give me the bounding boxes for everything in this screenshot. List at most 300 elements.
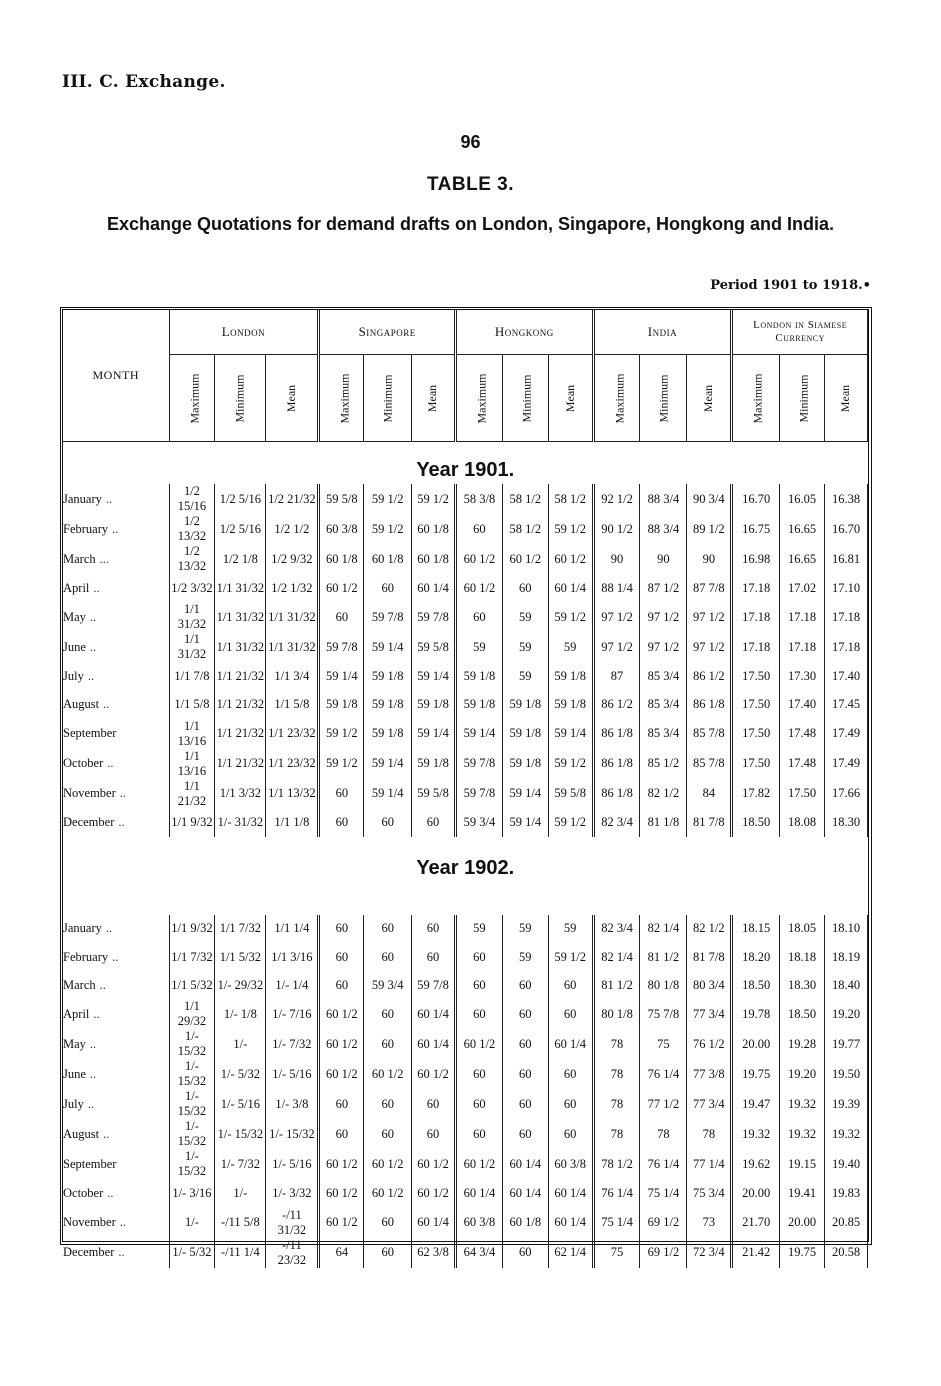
value-cell: 18.08 xyxy=(780,809,825,837)
month-cell xyxy=(63,1238,169,1268)
value-cell: 60 1/4 xyxy=(412,1208,456,1238)
value-cell: 60 1/4 xyxy=(548,1179,593,1207)
leader-dots: .. xyxy=(89,1066,97,1081)
value-cell: 60 3/8 xyxy=(455,1208,502,1238)
value-cell: 1/- 15/32 xyxy=(169,1119,215,1149)
value-cell: 19.83 xyxy=(825,1179,868,1207)
value-cell: 90 3/4 xyxy=(687,484,732,514)
value-cell: 77 3/4 xyxy=(687,1089,732,1119)
table-row xyxy=(63,943,868,971)
sub-header-mean xyxy=(266,355,319,442)
month-label: March xyxy=(63,551,96,566)
value-cell: 75 xyxy=(593,1238,640,1268)
value-cell: 1/- 5/16 xyxy=(266,1059,319,1089)
value-cell: 1/1 31/32 xyxy=(215,574,266,602)
value-cell: 86 1/2 xyxy=(687,662,732,690)
month-label: December xyxy=(63,1245,115,1259)
month-label: October xyxy=(63,1185,104,1200)
value-cell: 86 1/8 xyxy=(593,719,640,749)
value-cell: 76 1/2 xyxy=(687,1029,732,1059)
group-header-india: India xyxy=(593,310,732,355)
value-cell: 1/2 5/16 xyxy=(215,514,266,544)
value-cell: 60 xyxy=(455,999,502,1029)
value-cell: 1/1 5/32 xyxy=(169,971,215,999)
value-cell: 60 xyxy=(548,999,593,1029)
value-cell: 60 xyxy=(455,1089,502,1119)
value-cell: 60 1/2 xyxy=(319,1208,364,1238)
value-cell: 1/1 1/4 xyxy=(266,915,319,943)
year-heading-row xyxy=(63,837,868,901)
month-label: April xyxy=(63,1006,90,1021)
value-cell: 16.81 xyxy=(825,544,868,574)
value-cell: 19.20 xyxy=(825,999,868,1029)
month-label: June xyxy=(63,1066,86,1081)
value-cell: 17.18 xyxy=(825,632,868,662)
value-cell: 1/- xyxy=(215,1179,266,1207)
month-label: May xyxy=(63,609,86,624)
value-cell: 60 xyxy=(548,1119,593,1149)
value-cell: 60 xyxy=(455,971,502,999)
value-cell: 19.32 xyxy=(780,1119,825,1149)
value-cell: 16.70 xyxy=(825,514,868,544)
value-cell: 59 7/8 xyxy=(455,749,502,779)
value-cell: 85 7/8 xyxy=(687,749,732,779)
value-cell: 59 7/8 xyxy=(319,632,364,662)
value-cell: 60 xyxy=(548,1089,593,1119)
value-cell: 90 xyxy=(640,544,687,574)
value-cell: 60 1/2 xyxy=(319,574,364,602)
month-label: August xyxy=(63,1126,100,1141)
value-cell: 60 xyxy=(455,943,502,971)
value-cell: 17.82 xyxy=(732,779,780,809)
value-cell: 1/- 29/32 xyxy=(215,971,266,999)
table-row xyxy=(63,574,868,602)
month-cell xyxy=(63,662,169,690)
sub-header-mean xyxy=(548,355,593,442)
value-cell: 17.18 xyxy=(732,574,780,602)
value-cell: 60 1/8 xyxy=(502,1208,548,1238)
month-label: April xyxy=(63,580,90,595)
value-cell: 1/- xyxy=(169,1208,215,1238)
value-cell: 1/1 3/32 xyxy=(215,779,266,809)
section-heading: III. C. Exchange. xyxy=(62,72,226,92)
value-cell: 1/1 5/8 xyxy=(169,690,215,718)
value-cell: 1/- 15/32 xyxy=(169,1149,215,1179)
value-cell: 59 1/4 xyxy=(364,632,412,662)
value-cell: 59 1/8 xyxy=(548,662,593,690)
value-cell: 1/2 9/32 xyxy=(266,544,319,574)
value-cell: 60 1/4 xyxy=(412,999,456,1029)
value-cell: 19.32 xyxy=(780,1089,825,1119)
value-cell: 19.32 xyxy=(825,1119,868,1149)
value-cell: 17.02 xyxy=(780,574,825,602)
table-row xyxy=(63,809,868,837)
value-cell: 18.50 xyxy=(732,809,780,837)
value-cell: 59 xyxy=(502,943,548,971)
month-cell xyxy=(63,1089,169,1119)
value-cell: 60 xyxy=(364,943,412,971)
leader-dots: .. xyxy=(112,521,119,536)
value-cell: 59 1/4 xyxy=(319,662,364,690)
value-cell: 81 7/8 xyxy=(687,809,732,837)
value-cell: 1/2 13/32 xyxy=(169,514,215,544)
value-cell: 81 1/8 xyxy=(640,809,687,837)
value-cell: 90 1/2 xyxy=(593,514,640,544)
sub-header-mean xyxy=(687,355,732,442)
sub-header-label: Minimum xyxy=(380,374,395,423)
value-cell: 17.48 xyxy=(780,749,825,779)
month-label: January xyxy=(63,491,102,506)
table-row xyxy=(63,632,868,662)
value-cell: 60 xyxy=(455,514,502,544)
leader-dots: .. xyxy=(89,639,97,654)
value-cell: 59 1/2 xyxy=(548,943,593,971)
leader-dots: .. xyxy=(99,977,106,992)
value-cell: 16.70 xyxy=(732,484,780,514)
sub-header-label: Minimum xyxy=(519,374,534,423)
value-cell: 60 1/2 xyxy=(412,1179,456,1207)
exchange-table xyxy=(63,310,868,1268)
value-cell: 85 7/8 xyxy=(687,719,732,749)
value-cell: 19.28 xyxy=(780,1029,825,1059)
table-row xyxy=(63,1089,868,1119)
value-cell: 60 1/4 xyxy=(502,1179,548,1207)
month-label: July xyxy=(63,1096,84,1111)
value-cell: 1/1 3/16 xyxy=(266,943,319,971)
value-cell: 76 1/4 xyxy=(640,1059,687,1089)
value-cell: 18.40 xyxy=(825,971,868,999)
value-cell: 17.40 xyxy=(780,690,825,718)
value-cell: 60 xyxy=(502,1119,548,1149)
table-row xyxy=(63,719,868,749)
value-cell: 17.50 xyxy=(780,779,825,809)
value-cell: 59 1/2 xyxy=(412,484,456,514)
sub-header-minimum xyxy=(215,355,266,442)
leader-dots: .. xyxy=(87,668,95,683)
value-cell: 1/- 15/32 xyxy=(266,1119,319,1149)
value-cell: 16.38 xyxy=(825,484,868,514)
table-row xyxy=(63,662,868,690)
value-cell: 60 1/2 xyxy=(412,1059,456,1089)
value-cell: 1/1 7/8 xyxy=(169,662,215,690)
value-cell: 60 1/4 xyxy=(455,1179,502,1207)
value-cell: 60 xyxy=(319,915,364,943)
value-cell: 81 1/2 xyxy=(640,943,687,971)
value-cell: 1/- 1/8 xyxy=(215,999,266,1029)
value-cell: 80 3/4 xyxy=(687,971,732,999)
month-label: August xyxy=(63,696,100,711)
value-cell: 59 1/4 xyxy=(364,779,412,809)
value-cell: 17.49 xyxy=(825,719,868,749)
value-cell: 60 xyxy=(412,915,456,943)
value-cell: 1/- 15/32 xyxy=(169,1029,215,1059)
value-cell: 78 xyxy=(687,1119,732,1149)
value-cell: 78 xyxy=(593,1029,640,1059)
value-cell: 20.58 xyxy=(825,1238,868,1268)
value-cell: 60 1/4 xyxy=(548,1029,593,1059)
leader-dots: .. xyxy=(118,815,125,830)
leader-dots: .. xyxy=(118,1245,125,1259)
leader-dots: .. xyxy=(93,580,100,595)
value-cell: 97 1/2 xyxy=(593,632,640,662)
value-cell: 60 1/2 xyxy=(364,1179,412,1207)
period-label: Period 1901 to 1918.• xyxy=(710,278,871,293)
value-cell: 87 1/2 xyxy=(640,574,687,602)
value-cell: 1/1 9/32 xyxy=(169,915,215,943)
value-cell: 60 1/8 xyxy=(412,514,456,544)
value-cell: 20.00 xyxy=(732,1179,780,1207)
value-cell: 59 1/8 xyxy=(364,690,412,718)
value-cell: 17.18 xyxy=(780,632,825,662)
value-cell: 60 xyxy=(502,574,548,602)
value-cell: 60 1/2 xyxy=(455,1029,502,1059)
value-cell: 59 xyxy=(502,632,548,662)
value-cell: -/11 1/4 xyxy=(215,1238,266,1268)
value-cell: 1/1 5/32 xyxy=(215,943,266,971)
value-cell: 59 7/8 xyxy=(412,971,456,999)
value-cell: 58 3/8 xyxy=(455,484,502,514)
value-cell: 92 1/2 xyxy=(593,484,640,514)
value-cell: 17.50 xyxy=(732,690,780,718)
table-row xyxy=(63,1029,868,1059)
value-cell: 60 1/2 xyxy=(319,1029,364,1059)
value-cell: 60 3/8 xyxy=(319,514,364,544)
table-row xyxy=(63,1149,868,1179)
value-cell: -/11 23/32 xyxy=(266,1238,319,1268)
value-cell: 78 xyxy=(640,1119,687,1149)
sub-header-label: Mean xyxy=(562,384,577,413)
value-cell: 17.48 xyxy=(780,719,825,749)
value-cell: 64 xyxy=(319,1238,364,1268)
value-cell: 16.98 xyxy=(732,544,780,574)
value-cell: 1/2 21/32 xyxy=(266,484,319,514)
value-cell: 18.19 xyxy=(825,943,868,971)
value-cell: 89 1/2 xyxy=(687,514,732,544)
value-cell: 59 1/4 xyxy=(412,662,456,690)
value-cell: 19.47 xyxy=(732,1089,780,1119)
value-cell: 19.75 xyxy=(780,1238,825,1268)
value-cell: 88 1/4 xyxy=(593,574,640,602)
sub-header-mean xyxy=(412,355,456,442)
value-cell: 82 1/2 xyxy=(687,915,732,943)
value-cell: 59 1/4 xyxy=(412,719,456,749)
value-cell: 19.75 xyxy=(732,1059,780,1089)
table-body xyxy=(63,442,868,1268)
month-cell xyxy=(63,915,169,943)
value-cell: 77 3/4 xyxy=(687,999,732,1029)
value-cell: 60 xyxy=(412,943,456,971)
page-number: 96 xyxy=(460,132,481,152)
value-cell: 60 1/2 xyxy=(319,1179,364,1207)
month-label: February xyxy=(63,521,109,536)
value-cell: 59 1/8 xyxy=(502,690,548,718)
sub-header-label: Maximum xyxy=(337,373,352,424)
value-cell: 59 xyxy=(502,915,548,943)
value-cell: 59 5/8 xyxy=(412,632,456,662)
value-cell: 86 1/8 xyxy=(593,749,640,779)
value-cell: 19.78 xyxy=(732,999,780,1029)
value-cell: -/11 31/32 xyxy=(266,1208,319,1238)
value-cell: 1/- 15/32 xyxy=(169,1059,215,1089)
value-cell: 77 1/4 xyxy=(687,1149,732,1179)
month-label: November xyxy=(63,1215,116,1229)
value-cell: 88 3/4 xyxy=(640,514,687,544)
month-label: September xyxy=(63,1156,117,1171)
value-cell: 1/1 21/32 xyxy=(169,779,215,809)
value-cell: 21.70 xyxy=(732,1208,780,1238)
value-cell: 85 1/2 xyxy=(640,749,687,779)
value-cell: 19.39 xyxy=(825,1089,868,1119)
sub-header-maximum xyxy=(319,355,364,442)
value-cell: 1/1 21/32 xyxy=(215,719,266,749)
value-cell: 59 1/8 xyxy=(455,690,502,718)
value-cell: 97 1/2 xyxy=(687,602,732,632)
leader-dots: .. xyxy=(93,1006,100,1021)
month-cell xyxy=(63,602,169,632)
value-cell: 60 1/2 xyxy=(412,1149,456,1179)
value-cell: 85 3/4 xyxy=(640,662,687,690)
value-cell: 60 xyxy=(455,1119,502,1149)
sub-header-minimum xyxy=(502,355,548,442)
value-cell: 60 xyxy=(502,1029,548,1059)
value-cell: 75 1/4 xyxy=(640,1179,687,1207)
value-cell: 60 xyxy=(319,971,364,999)
value-cell: 19.77 xyxy=(825,1029,868,1059)
value-cell: 1/1 9/32 xyxy=(169,809,215,837)
value-cell: 1/1 13/16 xyxy=(169,749,215,779)
sub-header-label: Mean xyxy=(425,384,440,413)
leader-dots: .. xyxy=(119,786,127,801)
value-cell: 1/- 1/4 xyxy=(266,971,319,999)
table-row xyxy=(63,999,868,1029)
leader-dots: .. xyxy=(87,1096,95,1111)
value-cell: 60 xyxy=(412,1089,456,1119)
table-row xyxy=(63,484,868,514)
table-row xyxy=(63,779,868,809)
value-cell: 59 1/2 xyxy=(364,484,412,514)
value-cell: 82 1/4 xyxy=(640,915,687,943)
table-row xyxy=(63,514,868,544)
month-label: December xyxy=(63,815,115,830)
table-row xyxy=(63,1059,868,1089)
sub-header-row xyxy=(63,355,868,442)
value-cell: 60 xyxy=(364,1029,412,1059)
value-cell: 59 1/2 xyxy=(364,514,412,544)
value-cell: 20.85 xyxy=(825,1208,868,1238)
value-cell: 60 xyxy=(502,971,548,999)
value-cell: 60 xyxy=(319,1119,364,1149)
sub-header-label: Mean xyxy=(284,384,299,413)
exchange-table-frame xyxy=(60,307,872,1267)
month-cell xyxy=(63,514,169,544)
value-cell: 78 xyxy=(593,1059,640,1089)
value-cell: 86 1/8 xyxy=(687,690,732,718)
value-cell: 60 1/2 xyxy=(319,1059,364,1089)
sub-header-label: Mean xyxy=(838,384,853,413)
value-cell: 59 1/2 xyxy=(319,749,364,779)
sub-header-label: Minimum xyxy=(656,374,671,423)
leader-dots: .. xyxy=(107,1185,114,1200)
value-cell: 59 1/4 xyxy=(502,779,548,809)
value-cell: 18.50 xyxy=(732,971,780,999)
value-cell: 19.41 xyxy=(780,1179,825,1207)
value-cell: 1/1 1/8 xyxy=(266,809,319,837)
value-cell: 60 xyxy=(364,1208,412,1238)
month-cell xyxy=(63,632,169,662)
value-cell: 86 1/2 xyxy=(593,690,640,718)
value-cell: 80 1/8 xyxy=(640,971,687,999)
value-cell: 60 1/2 xyxy=(502,544,548,574)
table-row xyxy=(63,544,868,574)
value-cell: 75 3/4 xyxy=(687,1179,732,1207)
value-cell: 76 1/4 xyxy=(640,1149,687,1179)
value-cell: 1/1 21/32 xyxy=(215,690,266,718)
year-heading: Year 1902. xyxy=(416,857,515,880)
value-cell: 18.20 xyxy=(732,943,780,971)
value-cell: 60 1/2 xyxy=(455,574,502,602)
month-cell xyxy=(63,574,169,602)
value-cell: 1/- 15/32 xyxy=(169,1089,215,1119)
value-cell: 59 5/8 xyxy=(412,779,456,809)
value-cell: 85 3/4 xyxy=(640,719,687,749)
value-cell: 60 1/2 xyxy=(319,1149,364,1179)
value-cell: 59 1/4 xyxy=(502,809,548,837)
value-cell: 60 xyxy=(412,809,456,837)
value-cell: 1/1 31/32 xyxy=(266,602,319,632)
group-header-london-siamese: London in Siamese Currency xyxy=(732,310,868,355)
value-cell: 19.32 xyxy=(732,1119,780,1149)
value-cell: 17.50 xyxy=(732,749,780,779)
value-cell: 17.45 xyxy=(825,690,868,718)
value-cell: 59 1/8 xyxy=(455,662,502,690)
month-cell xyxy=(63,779,169,809)
value-cell: 59 1/8 xyxy=(502,749,548,779)
month-cell xyxy=(63,1149,169,1179)
month-label: January xyxy=(63,921,102,936)
value-cell: 60 1/2 xyxy=(548,544,593,574)
value-cell: 17.50 xyxy=(732,662,780,690)
month-cell xyxy=(63,809,169,837)
month-label: March xyxy=(63,977,96,992)
value-cell: 60 xyxy=(548,971,593,999)
table-title: TABLE 3. xyxy=(426,174,515,195)
value-cell: 85 3/4 xyxy=(640,690,687,718)
table-row xyxy=(63,971,868,999)
value-cell: -/11 5/8 xyxy=(215,1208,266,1238)
value-cell: 59 xyxy=(455,632,502,662)
value-cell: 1/- 3/32 xyxy=(266,1179,319,1207)
value-cell: 59 5/8 xyxy=(548,779,593,809)
value-cell: 84 xyxy=(687,779,732,809)
sub-header-minimum xyxy=(364,355,412,442)
value-cell: 60 xyxy=(412,1119,456,1149)
value-cell: 17.66 xyxy=(825,779,868,809)
month-label: June xyxy=(63,639,86,654)
value-cell: 1/- 5/16 xyxy=(266,1149,319,1179)
value-cell: 97 1/2 xyxy=(640,602,687,632)
value-cell: 76 1/4 xyxy=(593,1179,640,1207)
value-cell: 82 1/2 xyxy=(640,779,687,809)
value-cell: 75 1/4 xyxy=(593,1208,640,1238)
value-cell: 59 1/4 xyxy=(364,749,412,779)
spacer-row xyxy=(63,901,868,915)
month-cell xyxy=(63,544,169,574)
sub-header-maximum xyxy=(169,355,215,442)
value-cell: 59 7/8 xyxy=(412,602,456,632)
value-cell: 60 1/4 xyxy=(548,1208,593,1238)
value-cell: 90 xyxy=(687,544,732,574)
value-cell: 60 1/2 xyxy=(364,1059,412,1089)
